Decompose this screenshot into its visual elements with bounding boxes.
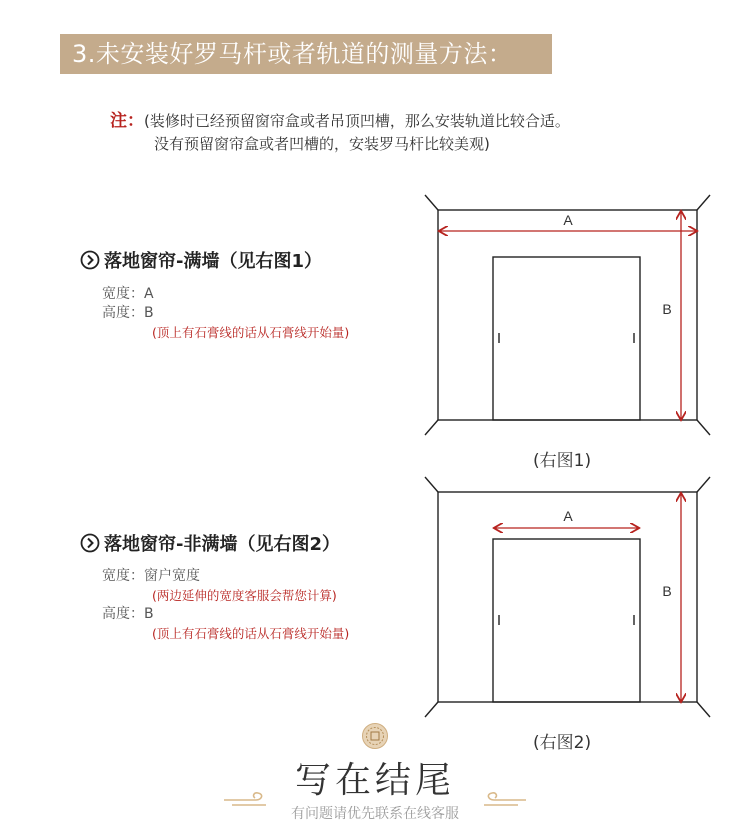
window-outline	[493, 539, 640, 702]
section-2-heading: 落地窗帘-非满墙（见右图2）	[104, 534, 340, 555]
section-partial-wall	[80, 530, 340, 556]
label-a: A	[563, 212, 573, 228]
note-label: 注：	[110, 111, 144, 131]
note-line-2: 没有预留窗帘盒或者凹槽的，安装罗马杆比较美观)	[154, 135, 490, 153]
width-line: 宽度：窗户宽度	[102, 568, 200, 584]
window-outline	[493, 257, 640, 420]
section-title-banner: 3.未安装好罗马杆或者轨道的测量方法：	[60, 34, 552, 74]
label-b: B	[662, 583, 672, 599]
note-block	[110, 110, 570, 156]
section-1-heading: 落地窗帘-满墙（见右图1）	[104, 251, 322, 272]
section-2-specs	[102, 567, 349, 643]
footer-subtitle: 有问题请优先联系在线客服	[291, 806, 459, 822]
section-full-wall	[80, 247, 322, 273]
seal-icon	[361, 722, 389, 750]
caption-2: (右图2)	[533, 733, 592, 753]
height-note: (顶上有石膏线的话从石膏线开始量)	[152, 325, 350, 340]
height-line: 高度：B	[102, 305, 154, 321]
diagram-partial-wall	[420, 472, 720, 727]
wall-outline	[438, 210, 697, 420]
width-note: (两边延伸的宽度客服会帮您计算)	[152, 588, 337, 603]
circle-arrow-icon	[80, 250, 100, 270]
caption-1: (右图1)	[533, 451, 592, 471]
section-1-specs	[102, 285, 349, 342]
height-line: 高度：B	[102, 606, 154, 622]
label-a: A	[563, 508, 573, 524]
note-line-1: (装修时已经预留窗帘盒或者吊顶凹槽，那么安装轨道比较合适。	[144, 112, 570, 130]
height-note: (顶上有石膏线的话从石膏线开始量)	[152, 626, 350, 641]
diagram-full-wall	[420, 190, 720, 445]
label-b: B	[662, 301, 672, 317]
footer-title: 写在结尾	[294, 760, 455, 801]
width-line: 宽度：A	[102, 286, 154, 302]
circle-arrow-icon	[80, 533, 100, 553]
